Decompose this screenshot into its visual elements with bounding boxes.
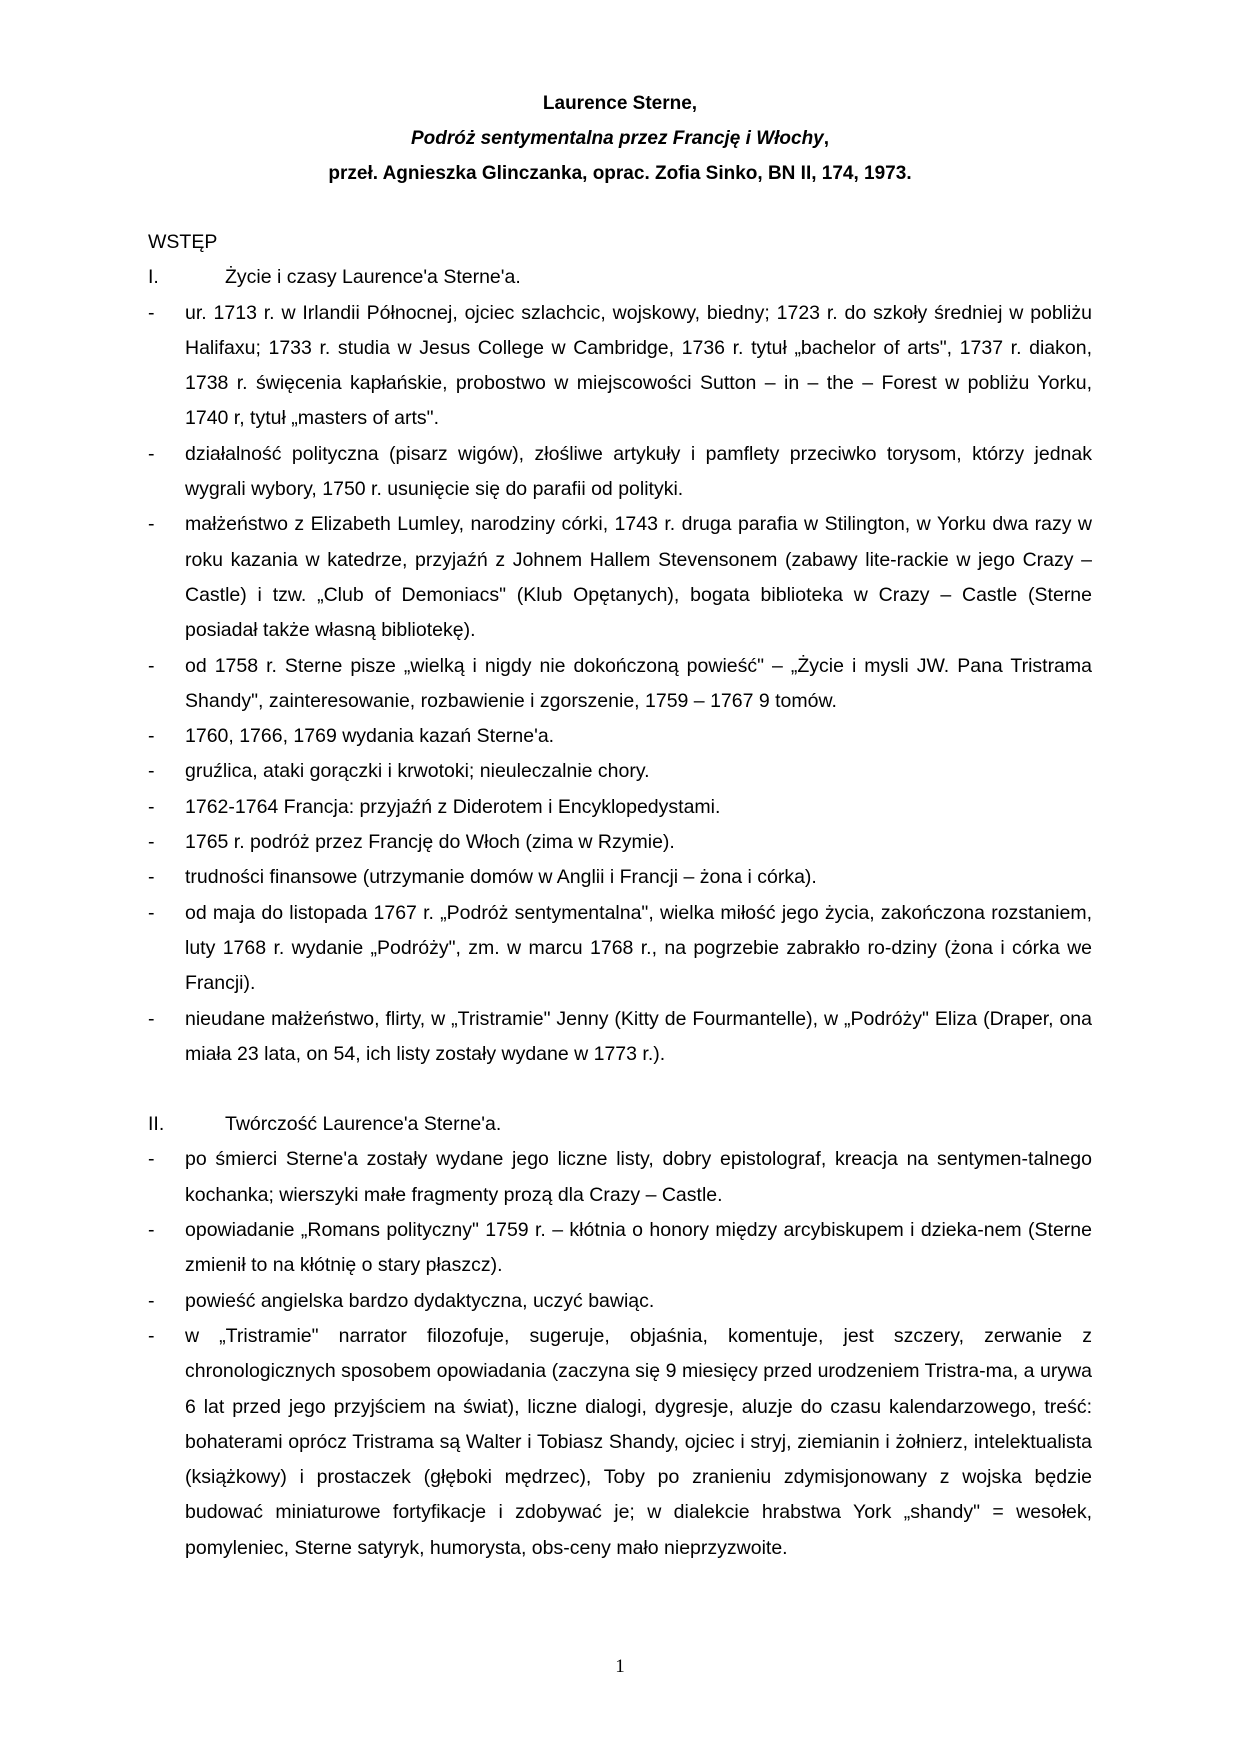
bullet-dash: - bbox=[148, 1148, 155, 1171]
list-item bbox=[148, 896, 1092, 1002]
section-title: Twórczość Laurence'a Sterne'a. bbox=[225, 1113, 502, 1136]
bullet-dash: - bbox=[148, 901, 155, 924]
list-item bbox=[148, 860, 1092, 895]
list-item bbox=[148, 754, 1092, 789]
bullet-dash: - bbox=[148, 725, 155, 748]
list-item bbox=[148, 296, 1092, 437]
list-item-text: 1760, 1766, 1769 wydania kazań Sterne'a. bbox=[185, 725, 555, 748]
section-heading bbox=[148, 1107, 1092, 1142]
book-title: Podróż sentymentalna przez Francję i Włochy bbox=[410, 128, 824, 149]
edition-line: przeł. Agnieszka Glinczanka, oprac. Zofia Sinko, BN II, 174, 1973. bbox=[328, 163, 912, 184]
bullet-dash: - bbox=[148, 1324, 155, 1347]
bullet-dash: - bbox=[148, 442, 155, 465]
bullet-dash: - bbox=[148, 1289, 155, 1312]
list-item bbox=[148, 825, 1092, 860]
list-item-text: działalność polityczna (pisarz wigów), złośliwe artykuły i pamflety przeciwko torysom, którzy jednak wygrali wybory, 1750 r. usunięcie się do parafii od polityki. bbox=[185, 442, 1092, 501]
bullet-dash: - bbox=[148, 654, 155, 677]
intro-label: WSTĘP bbox=[148, 231, 218, 253]
section-1 bbox=[148, 260, 1092, 1072]
bullet-dash: - bbox=[148, 866, 155, 889]
list-item bbox=[148, 649, 1092, 720]
section-heading bbox=[148, 260, 1092, 295]
list-item bbox=[148, 507, 1092, 648]
bullet-dash: - bbox=[148, 1007, 155, 1030]
list-item bbox=[148, 437, 1092, 508]
list-item-text: od 1758 r. Sterne pisze „wielką i nigdy nie dokończoną powieść" – „Życie i mysli JW. Pana Tristrama Shandy", zainteresowanie, rozbawienie i zgorszenie, 1759 – 1767 9 tomów. bbox=[185, 654, 1092, 712]
section-spacer bbox=[148, 1072, 1092, 1107]
bullet-dash: - bbox=[148, 795, 155, 818]
list-item-text: powieść angielska bardzo dydaktyczna, uczyć bawiąc. bbox=[185, 1289, 655, 1312]
bullet-dash: - bbox=[148, 831, 155, 854]
title-suffix: , bbox=[823, 128, 830, 149]
list-item-text: gruźlica, ataki gorączki i krwotoki; nieuleczalnie chory. bbox=[185, 760, 650, 783]
bullet-dash: - bbox=[148, 301, 155, 324]
list-item-text: trudności finansowe (utrzymanie domów w Anglii i Francji – żona i córka). bbox=[185, 866, 817, 889]
list-item bbox=[148, 1002, 1092, 1073]
list-item-text: 1765 r. podróż przez Francję do Włoch (zima w Rzymie). bbox=[185, 831, 675, 854]
bullet-dash: - bbox=[148, 513, 155, 536]
list-item bbox=[148, 1319, 1092, 1566]
section-number: I. bbox=[148, 266, 159, 289]
bullet-dash: - bbox=[148, 760, 155, 783]
list-item-text: 1762-1764 Francja: przyjaźń z Diderotem i Encyklopedystami. bbox=[185, 795, 721, 818]
title-line bbox=[150, 121, 1090, 156]
list-item-text: po śmierci Sterne'a zostały wydane jego liczne listy, dobry epistolograf, kreacja na sentymen-talnego kochanka; wierszyki małe fragmenty prozą dla Crazy – Castle. bbox=[185, 1148, 1092, 1206]
list-item-text: ur. 1713 r. w Irlandii Północnej, ojciec szlachcic, wojskowy, biedny; 1723 r. do szkoły średniej w pobliżu Halifaxu; 1733 r. studia w Jesus College w Cambridge, 1736 r. tytuł „bachelor of arts", 1737 r. diakon, 1738 r. święcenia kapłańskie, probostwo w miejscowości Sutton – in – the – Forest w pobliżu Yorku, 1740 r, tytuł „masters of arts". bbox=[185, 301, 1092, 430]
list-item bbox=[148, 1213, 1092, 1284]
section-number: II. bbox=[148, 1113, 165, 1136]
document-header bbox=[150, 86, 1090, 191]
author-line: Laurence Sterne, bbox=[542, 93, 698, 114]
document-body bbox=[148, 225, 1092, 1566]
section-2 bbox=[148, 1107, 1092, 1566]
list-item-text: małżeństwo z Elizabeth Lumley, narodziny córki, 1743 r. druga parafia w Stilington, w Yorku dwa razy w roku kazania w katedrze, przyjaźń z Johnem Hallem Stevensonem (zabawy lite-rackie w jego Crazy – Castle) i tzw. „Club of Demoniacs" (Klub Opętanych), bogata biblioteka w Crazy – Castle (Sterne posiadał także własną bibliotekę). bbox=[185, 513, 1092, 642]
list-item-text: opowiadanie „Romans polityczny" 1759 r. – kłótnia o honory między arcybiskupem i dzieka-nem (Sterne zmienił to na kłótnię o stary płaszcz). bbox=[185, 1219, 1092, 1277]
list-item-text: od maja do listopada 1767 r. „Podróż sentymentalna", wielka miłość jego życia, zakończona rozstaniem, luty 1768 r. wydanie „Podróży", zm. w marcu 1768 r., na pogrzebie zabrakło ro-dziny (żona i córka we Francji). bbox=[185, 901, 1092, 995]
list-item-text: w „Tristramie" narrator filozofuje, sugeruje, objaśnia, komentuje, jest szczery, zerwanie z chronologicznych sposobem opowiadania (zaczyna się 9 miesięcy przed urodzeniem Tristra-ma, a urywa 6 lat przed jego przyjściem na świat), liczne dialogi, dygresje, aluzje do czasu kalendarzowego, treść: bohaterami oprócz Tristrama są Walter i Tobiasz Shandy, ojciec i stryj, ziemianin i żołnierz, intelektualista (książkowy) i prostaczek (głęboki mędrzec), Toby po zranieniu zdymisjonowany z wojska będzie budować miniaturowe fortyfikacje i zdobywać je; w dialekcie hrabstwa York „shandy" = wesołek, pomyleniec, Sterne satyryk, humorysta, obs-ceny mało nieprzyzwoite. bbox=[185, 1324, 1092, 1559]
section-title: Życie i czasy Laurence'a Sterne'a. bbox=[225, 266, 521, 289]
list-item bbox=[148, 1284, 1092, 1319]
list-item bbox=[148, 719, 1092, 754]
list-item-text: nieudane małżeństwo, flirty, w „Tristramie" Jenny (Kitty de Fourmantelle), w „Podróży" Eliza (Draper, ona miała 23 lata, on 54, ich listy zostały wydane w 1773 r.). bbox=[185, 1007, 1092, 1065]
list-item bbox=[148, 1142, 1092, 1213]
list-item bbox=[148, 790, 1092, 825]
page-number: 1 bbox=[615, 1656, 625, 1677]
bullet-dash: - bbox=[148, 1219, 155, 1242]
